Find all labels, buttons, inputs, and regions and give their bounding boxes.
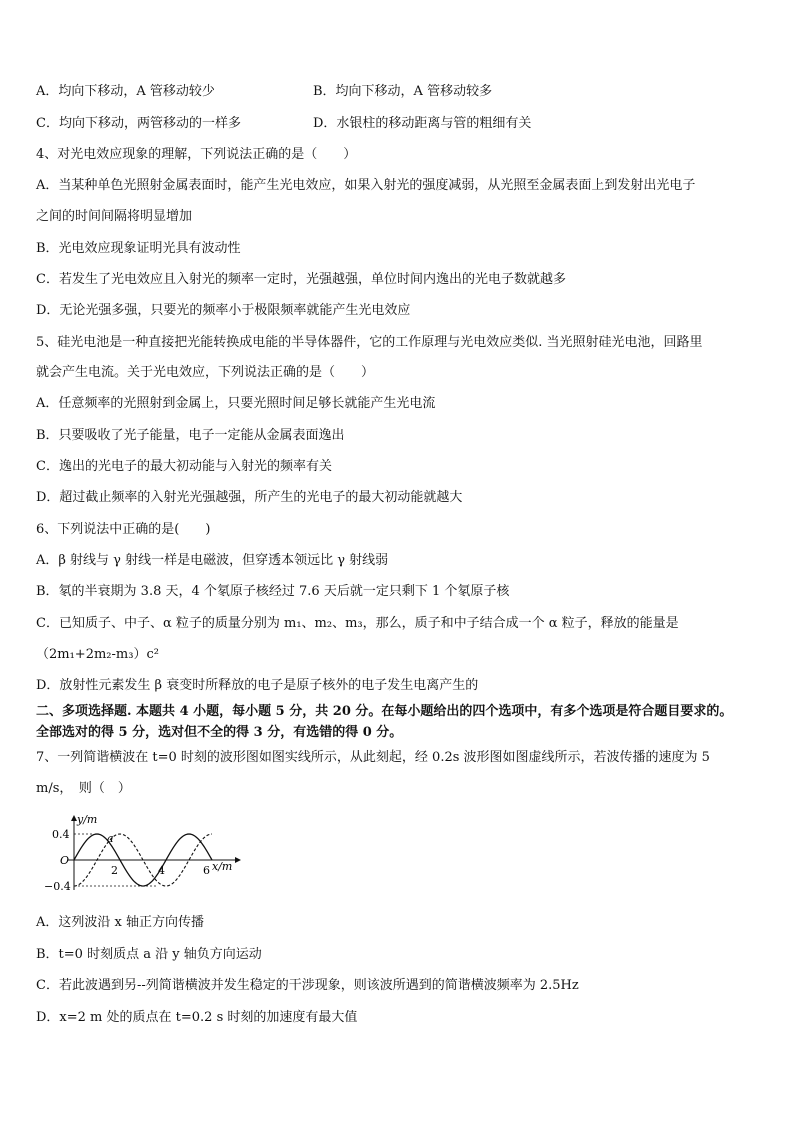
q7-option-d: D．x=2 m 处的质点在 t=0.2 s 时刻的加速度有最大值 [36,1010,358,1025]
section2-instructions-line2: 全部选对的得 5 分，选对但不全的得 3 分，有选错的得 0 分。 [36,725,403,740]
q3-option-a: A．均向下移动，A 管移动较少 [36,84,215,99]
y-tick-top: 0.4 [52,828,70,841]
q5-stem-line2: 就会产生电流。关于光电效应，下列说法正确的是（ ） [36,365,375,380]
point-a-label: a [107,832,114,845]
q4-stem: 4、对光电效应现象的理解，下列说法正确的是（ ） [36,147,357,162]
wave-figure [40,812,250,896]
q4-option-c: C．若发生了光电效应且入射光的频率一定时，光强越强，单位时间内逸出的光电子数就越多 [36,272,566,287]
q6-option-a: A．β 射线与 γ 射线一样是电磁波，但穿透本领远比 γ 射线弱 [36,553,389,568]
x-axis-label: x/m [212,860,233,873]
q5-option-a: A．任意频率的光照射到金属上，只要光照时间足够长就能产生光电流 [36,396,436,411]
q5-stem-line1: 5、硅光电池是一种直接把光能转换成电能的半导体器件，它的工作原理与光电效应类似. 当光照射硅光电池，回路里 [36,335,703,350]
x-tick-6: 6 [203,864,210,877]
q7-option-a: A．这列波沿 x 轴正方向传播 [36,915,204,930]
q4-option-d: D．无论光强多强，只要光的频率小于极限频率就能产生光电效应 [36,303,411,318]
q3-option-b: B．均向下移动，A 管移动较多 [313,84,493,99]
y-tick-bottom: −0.4 [44,880,71,893]
q7-stem-line1: 7、一列简谐横波在 t=0 时刻的波形图如图实线所示，从此刻起，经 0.2s 波形图如图虚线所示，若波传播的速度为 5 [36,750,710,765]
q7-stem-line2: m/s， 则（ ） [36,781,131,796]
section2-instructions-line1: 二、多项选择题. 本题共 4 小题，每小题 5 分，共 20 分。在每小题给出的四个选项中，有多个选项是符合题目要求的。 [36,704,733,719]
x-tick-4: 4 [158,864,165,877]
q7-option-c: C．若此波遇到另--列简谐横波并发生稳定的干涉现象，则该波所遇到的简谐横波频率为 2.5Hz [36,978,579,993]
q5-option-c: C．逸出的光电子的最大初动能与入射光的频率有关 [36,459,332,474]
q3-option-c: C．均向下移动，两管移动的一样多 [36,116,241,131]
x-tick-2: 2 [111,864,118,877]
q4-option-a-line1: A．当某种单色光照射金属表面时，能产生光电效应，如果入射光的强度减弱，从光照至金属表面上到发射出光电子 [36,178,696,193]
q4-option-a-line2: 之间的时间间隔将明显增加 [36,209,193,224]
q6-stem: 6、下列说法中正确的是( ) [36,522,211,537]
q6-option-c-line2: （2m₁+2m₂-m₃）c² [36,647,159,662]
y-axis-label: y/m [77,813,98,826]
q5-option-b: B．只要吸收了光子能量，电子一定能从金属表面逸出 [36,428,345,443]
q4-option-b: B．光电效应现象证明光具有波动性 [36,241,241,256]
origin-label: O [60,854,70,867]
q6-option-c-line1: C．已知质子、中子、α 粒子的质量分别为 m₁、m₂、m₃，那么，质子和中子结合成一个 α 粒子，释放的能量是 [36,616,679,631]
q7-option-b: B．t=0 时刻质点 a 沿 y 轴负方向运动 [36,947,262,962]
q6-option-b: B．氡的半衰期为 3.8 天，4 个氡原子核经过 7.6 天后就一定只剩下 1 个氡原子核 [36,584,510,599]
q3-option-d: D．水银柱的移动距离与管的粗细有关 [313,116,532,131]
q5-option-d: D．超过截止频率的入射光光强越强，所产生的光电子的最大初动能就越大 [36,490,463,505]
q6-option-d: D．放射性元素发生 β 衰变时所释放的电子是原子核外的电子发生电离产生的 [36,678,479,693]
